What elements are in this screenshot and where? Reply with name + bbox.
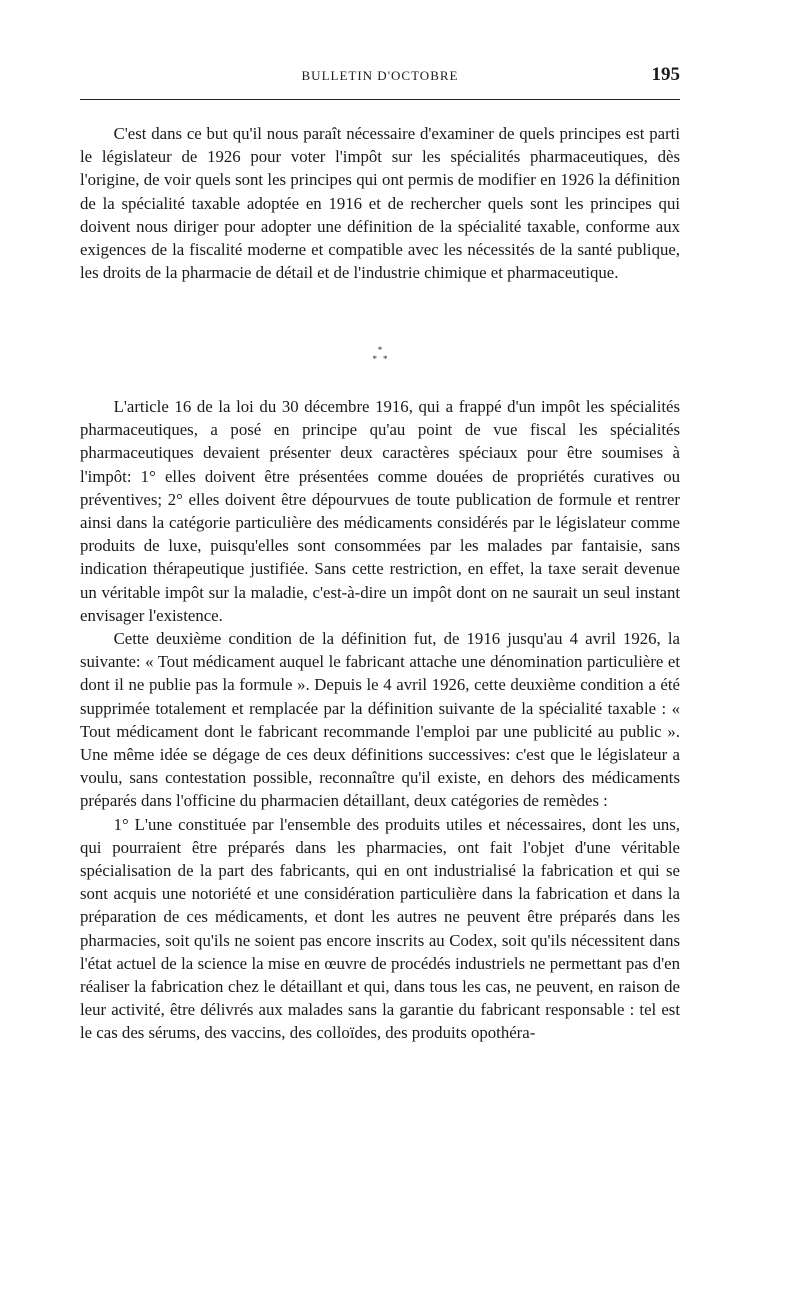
paragraph: L'article 16 de la loi du 30 décembre 1916, qui a frappé d'un impôt les spécialités pharmaceutiques, a posé en principe qu'au point de vue fiscal les spécialités pharmaceutiques devaient présenter deux caractères spéciaux pour être soumises à l'impôt: 1° elles doivent être présentées comme douées de propriétés curatives ou préventives; 2° elles doivent être dépourvues de toute publication de formule et rentrer ainsi dans la catégorie particulière des médicaments considérés par le législateur comme produits de luxe, puisqu'elles sont consommées par les malades par fantaisie, sans indication thérapeutique justifiée. Sans cette restriction, en effet, la taxe serait devenue un véritable impôt sur la maladie, c'est-à-dire un impôt dont on ne saurait un seul instant envisager l'existence. <box>80 397 680 625</box>
asterism-top: * <box>377 345 383 355</box>
page-number: 195 <box>651 64 680 85</box>
running-header <box>80 64 680 88</box>
text-block-main <box>80 395 680 1045</box>
asterism-bottom: ** <box>372 354 394 364</box>
paragraph: Cette deuxième condition de la définition fut, de 1916 jusqu'au 4 avril 1926, la suivante: « Tout médicament auquel le fabricant attache une dénomination particulière et dont il ne publie pas la formule ». Depuis le 4 avril 1926, cette deuxième condition a été supprimée totalement et remplacée par la définition suivante de la spécialité taxable : « Tout médicament dont le fabricant recommande l'emploi par une publicité au public ». Une même idée se dégage de ces deux définitions successives: c'est que le législateur a voulu, sans contestation possible, reconnaître qu'il existe, en dehors des médicaments préparés dans l'officine du pharmacien détaillant, deux catégories de remèdes : <box>80 629 680 811</box>
text-block-intro <box>80 122 680 284</box>
header-rule <box>80 99 680 100</box>
running-title: BULLETIN D'OCTOBRE <box>301 68 459 83</box>
paragraph: C'est dans ce but qu'il nous paraît nécessaire d'examiner de quels principes est parti le législateur de 1926 pour voter l'impôt sur les spécialités pharmaceutiques, dès l'origine, de voir quels sont les principes qui ont permis de modifier en 1926 la définition de la spécialité taxable adoptée en 1916 et de rechercher quels sont les principes qui doivent nous diriger pour adopter une définition de la spécialité taxable, conforme aux exigences de la fiscalité moderne et compatible avec les nécessités de la santé publique, les droits de la pharmacie de détail et de l'industrie chimique et pharmaceutique. <box>80 124 680 283</box>
section-separator-asterism <box>0 346 760 376</box>
paragraph: 1° L'une constituée par l'ensemble des produits utiles et nécessaires, dont les uns, qui pourraient être préparés dans les pharmacies, ont fait l'objet d'une véritable spécialisation de la part des fabricants, qui en ont industrialisé la fabrication et qui se sont acquis une notoriété et une considération particulière dans la fabrication et dans la préparation de ces médicaments, et dont les autres ne peuvent être préparés dans les pharmacies, soit qu'ils ne soient pas encore inscrits au Codex, soit qu'ils nécessitent dans l'état actuel de la science la mise en œuvre de procédés industriels ne permettant pas d'en réaliser la fabrication chez le détaillant et qui, dans tous les cas, ne peuvent, en raison de leur activité, être délivrés aux malades sans la garantie du fabricant responsable : tel est le cas des sérums, des vaccins, des colloïdes, des produits opothéra- <box>80 814 680 1043</box>
